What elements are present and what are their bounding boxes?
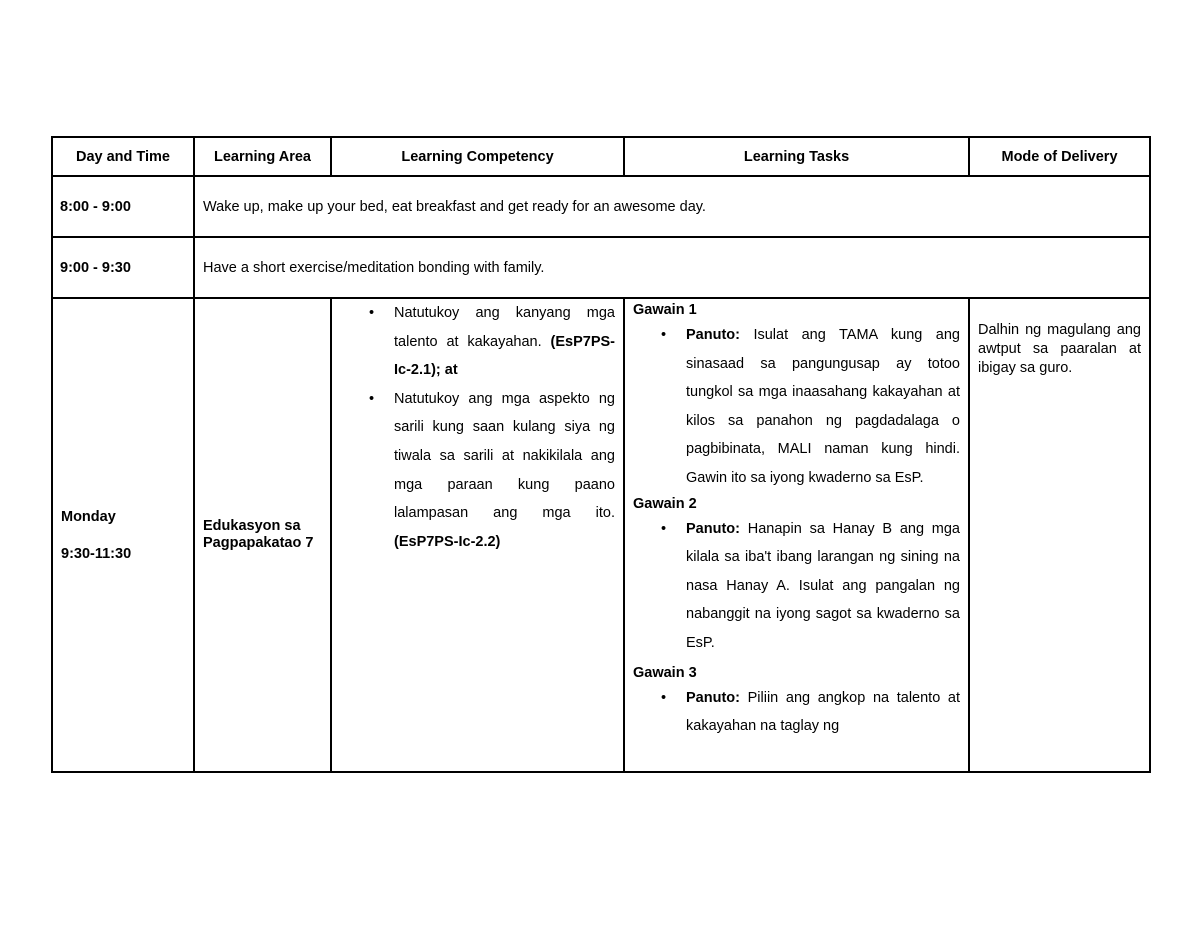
task-title: Gawain 3 <box>633 664 697 681</box>
list-item <box>633 515 960 658</box>
time-label: 9:30-11:30 <box>61 545 132 562</box>
task-list <box>633 321 960 493</box>
task-text: Isulat ang TAMA kung ang sinasaad sa pangungusap ay totoo tungkol sa mga inaasahang kakayahan at kilos sa panahon ng pagdadalaga o pagbibinata, MALI naman kung hindi. Gawin ito sa iyong kwaderno sa EsP. <box>686 327 960 486</box>
task-list <box>633 515 960 658</box>
mode-of-delivery-cell: Dalhin ng magulang ang awtput sa paaralan at ibigay sa guro. <box>969 298 1150 772</box>
row-activity: Wake up, make up your bed, eat breakfast and get ready for an awesome day. <box>194 176 1150 237</box>
learning-tasks-cell <box>624 298 969 772</box>
day-label: Monday <box>61 508 116 525</box>
table-row <box>52 176 1150 237</box>
header-learning-area: Learning Area <box>194 137 331 176</box>
header-mode-of-delivery: Mode of Delivery <box>969 137 1150 176</box>
bullet-icon: • <box>661 689 667 706</box>
learning-area-cell: Edukasyon sa Pagpapakatao 7 <box>194 298 331 772</box>
task-text: Hanapin sa Hanay B ang mga kilala sa iba't ibang larangan ng sining na nasa Hanay A. Isulat ang pangalan ng nabanggit na iyong sagot sa kwaderno sa EsP. <box>686 520 960 651</box>
row-time: 9:00 - 9:30 <box>52 237 194 298</box>
header-day-time: Day and Time <box>52 137 194 176</box>
bullet-icon: • <box>661 520 667 537</box>
list-item <box>332 299 615 385</box>
competency-text: Natutukoy ang kanyang mga talento at kakayahan. <box>394 305 615 350</box>
list-item <box>633 321 960 493</box>
day-time-cell <box>52 298 194 772</box>
competency-list <box>332 299 615 556</box>
task-text: Piliin ang angkop na talento at kakayahan na taglay ng <box>686 689 960 735</box>
row-time: 8:00 - 9:00 <box>52 176 194 237</box>
bullet-icon: • <box>661 327 667 343</box>
header-learning-tasks: Learning Tasks <box>624 137 969 176</box>
table-row-monday <box>52 298 1150 772</box>
table-row <box>52 237 1150 298</box>
learning-competency-cell <box>331 298 624 772</box>
schedule-table <box>51 136 1151 773</box>
row-activity: Have a short exercise/meditation bonding with family. <box>194 237 1150 298</box>
header-row <box>52 137 1150 176</box>
competency-text: Natutukoy ang mga aspekto ng sarili kung saan kulang siya ng tiwala sa sarili at nakikilala ang mga paraan kung paano lalampasan ang mga ito. <box>394 390 615 522</box>
task-title: Gawain 1 <box>633 302 697 318</box>
header-learning-competency: Learning Competency <box>331 137 624 176</box>
task-label: Panuto: <box>686 689 740 706</box>
competency-code: (EsP7PS-Ic-2.2) <box>394 533 501 550</box>
task-list <box>633 684 960 741</box>
competency-code: (EsP7PS-Ic-2.1); at <box>394 333 615 379</box>
list-item <box>332 385 615 557</box>
task-label: Panuto: <box>686 327 740 343</box>
bullet-icon: • <box>369 390 375 407</box>
task-label: Panuto: <box>686 520 740 537</box>
task-title: Gawain 2 <box>633 495 697 512</box>
bullet-icon: • <box>369 305 375 321</box>
list-item <box>633 684 960 741</box>
